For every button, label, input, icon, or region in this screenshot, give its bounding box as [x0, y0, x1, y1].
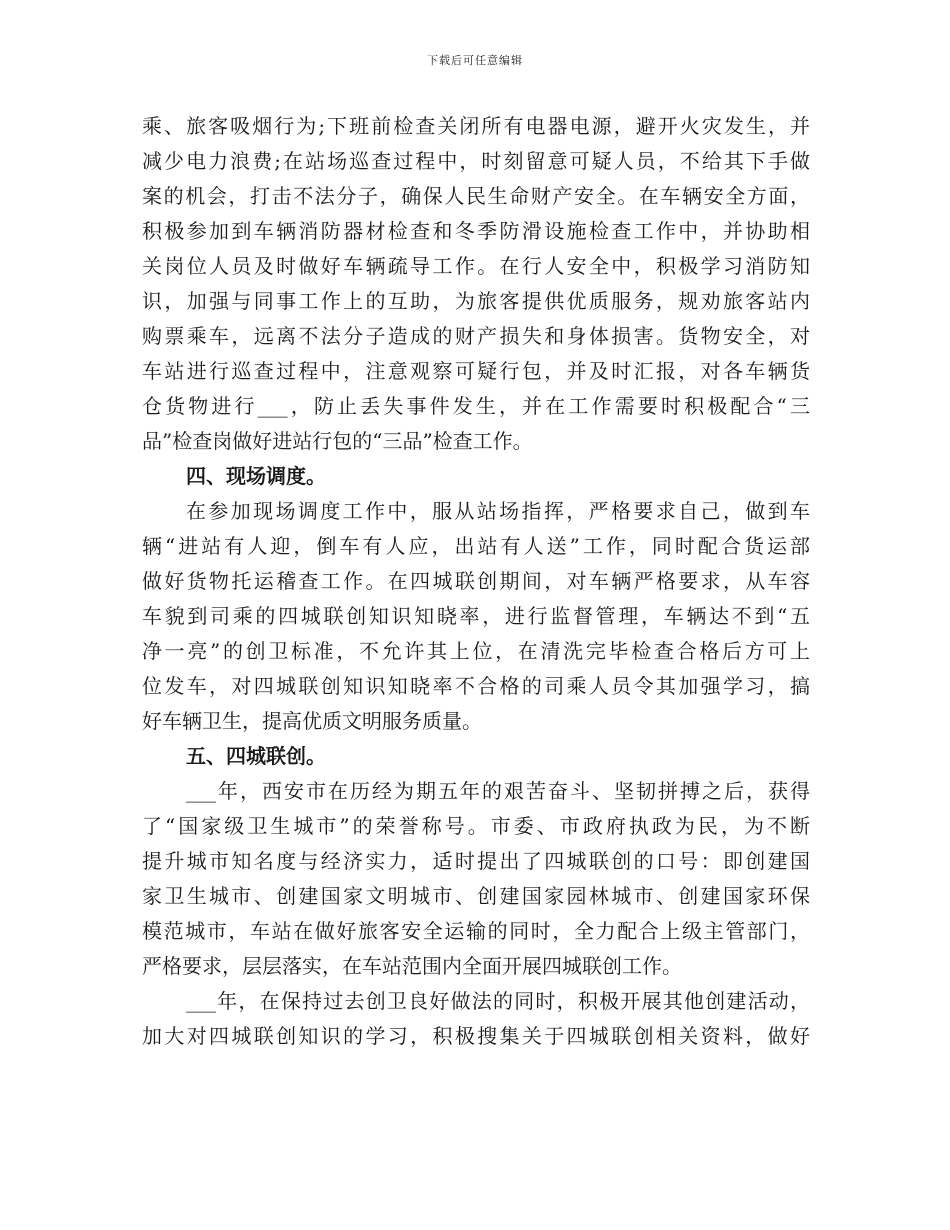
text-line: 车站进行巡查过程中，注意观察可疑行包，并及时汇报，对各车辆货: [142, 359, 810, 383]
text-line: 好车辆卫生，提高优质文明服务质量。: [142, 709, 482, 733]
text-line: ___年，西安市在历经为期五年的艰苦奋斗、坚韧拼搏之后，获得: [186, 779, 810, 803]
text-line: 了“国家级卫生城市”的荣誉称号。市委、市政府执政为民，为不断: [142, 814, 810, 838]
document-body: [142, 109, 810, 1054]
text-line: 提升城市知名度与经济实力，适时提出了四城联创的口号：即创建国: [142, 849, 810, 873]
text-line: 加大对四城联创知识的学习，积极搜集关于四城联创相关资料，做好: [142, 1024, 810, 1048]
paragraph: [142, 984, 810, 1054]
text-line: 家卫生城市、创建国家文明城市、创建国家园林城市、创建国家环保: [142, 884, 810, 908]
page-header: 下载后可任意编辑: [427, 54, 523, 67]
text-line: 关岗位人员及时做好车辆疏导工作。在行人安全中，积极学习消防知: [142, 254, 810, 278]
text-line: ___年，在保持过去创卫良好做法的同时，积极开展其他创建活动，: [186, 989, 810, 1013]
text-line: 识，加强与同事工作上的互助，为旅客提供优质服务，规劝旅客站内: [142, 289, 810, 313]
text-line: 积极参加到车辆消防器材检查和冬季防滑设施检查工作中，并协助相: [142, 219, 810, 243]
text-line: 购票乘车，远离不法分子造成的财产损失和身体损害。货物安全，对: [142, 324, 810, 348]
text-line: 品”检查岗做好进站行包的“三品”检查工作。: [142, 429, 533, 453]
text-line: 减少电力浪费;在站场巡查过程中，时刻留意可疑人员，不给其下手做: [142, 149, 810, 173]
text-line: 辆“进站有人迎，倒车有人应，出站有人送”工作，同时配合货运部: [142, 534, 810, 558]
section-heading: 四、现场调度。: [186, 464, 326, 488]
paragraph: [142, 109, 810, 459]
text-line: 乘、旅客吸烟行为;下班前检查关闭所有电器电源，避开火灾发生，并: [142, 114, 810, 138]
text-line: 在参加现场调度工作中，服从站场指挥，严格要求自己，做到车: [186, 499, 810, 523]
paragraph: [142, 774, 810, 984]
text-line: 做好货物托运稽查工作。在四城联创期间，对车辆严格要求，从车容: [142, 569, 810, 593]
text-line: 位发车，对四城联创知识知晓率不合格的司乘人员令其加强学习，搞: [142, 674, 810, 698]
text-line: 仓货物进行___，防止丢失事件发生，并在工作需要时积极配合“三: [142, 394, 810, 418]
text-line: 严格要求，层层落实，在车站范围内全面开展四城联创工作。: [142, 954, 682, 978]
text-line: 模范城市，车站在做好旅客安全运输的同时，全力配合上级主管部门，: [142, 919, 810, 943]
section-heading: 五、四城联创。: [186, 744, 326, 768]
paragraph: [142, 494, 810, 739]
text-line: 车貌到司乘的四城联创知识知晓率，进行监督管理，车辆达不到“五: [142, 604, 810, 628]
text-line: 案的机会，打击不法分子，确保人民生命财产安全。在车辆安全方面，: [142, 184, 810, 208]
text-line: 净一亮”的创卫标准，不允许其上位，在清洗完毕检查合格后方可上: [142, 639, 810, 663]
